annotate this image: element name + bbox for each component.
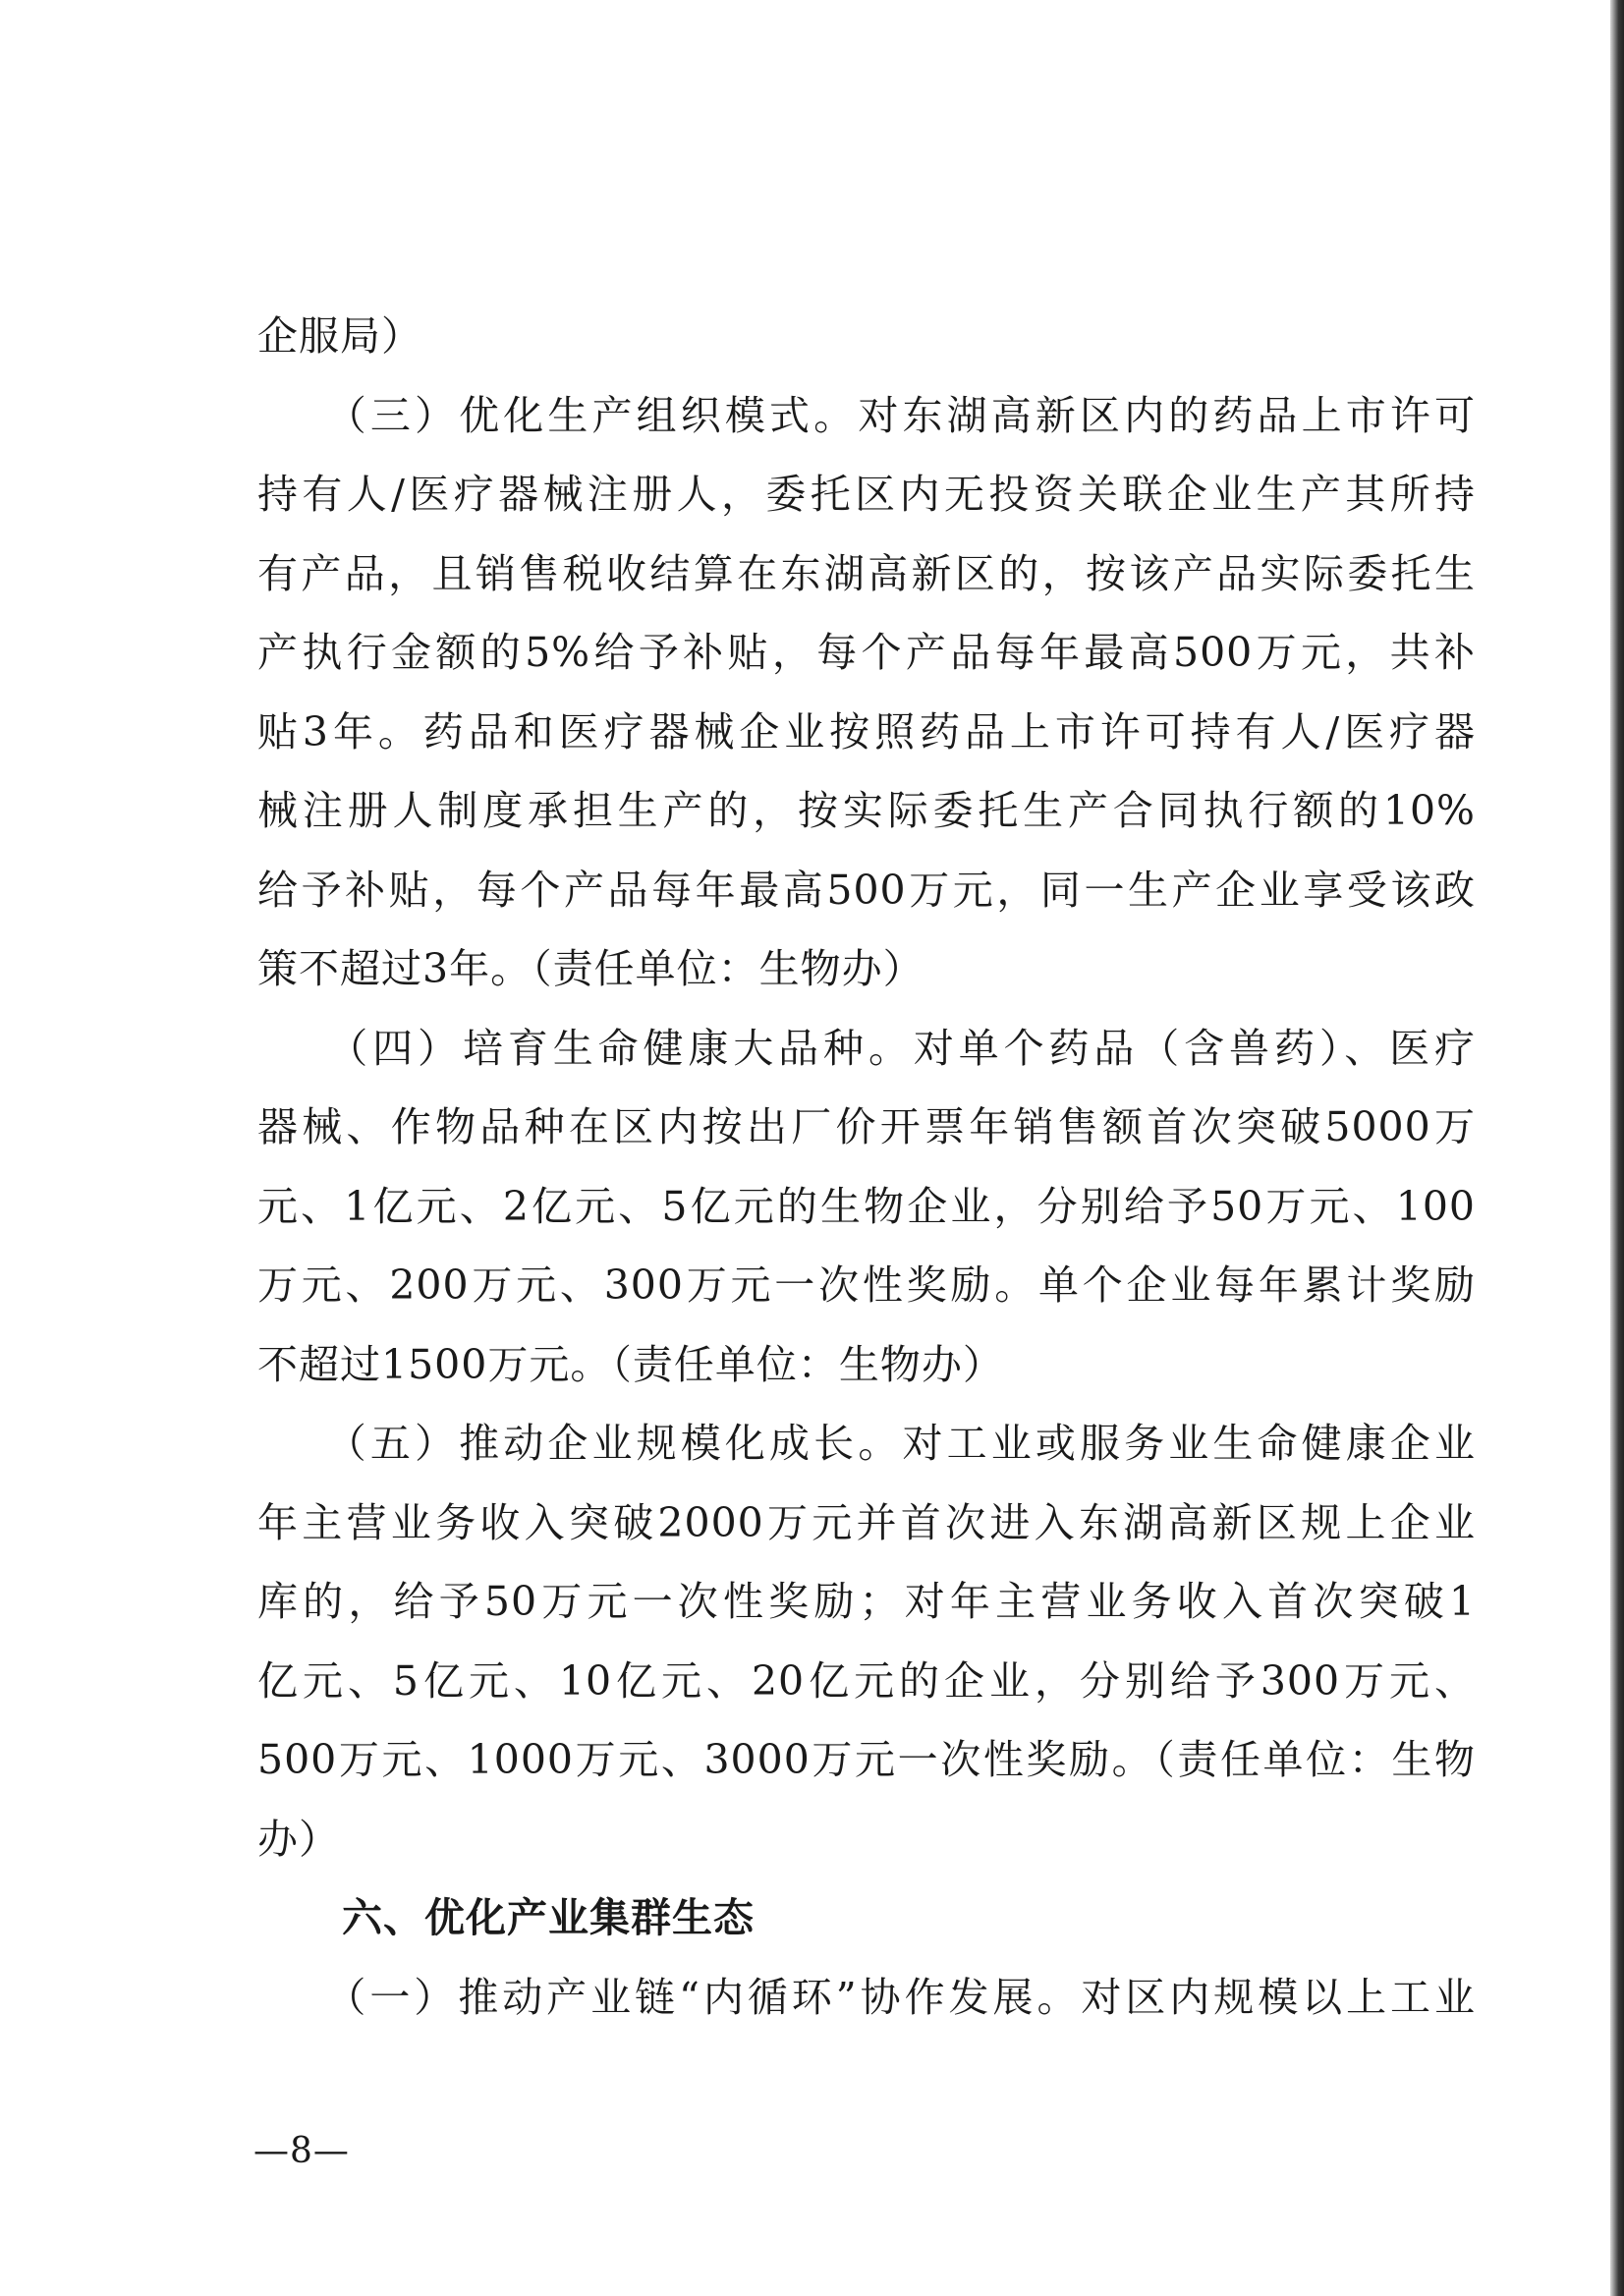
- section-heading: 六、优化产业集群生态: [342, 1894, 755, 1941]
- text-line: 办）: [257, 1815, 340, 1863]
- text-line: 库的，给予50万元一次性奖励；对年主营业务收入首次突破1: [257, 1578, 1476, 1625]
- text-line: 亿元、5亿元、10亿元、20亿元的企业，分别给予300万元、: [257, 1656, 1476, 1705]
- text-line: 万元、200万元、300万元一次性奖励。单个企业每年累计奖励: [257, 1261, 1476, 1309]
- text-line: 策不超过3年。（责任单位：生物办）: [257, 945, 924, 992]
- text-line: 给予补贴，每个产品每年最高500万元，同一生产企业享受该政: [257, 866, 1476, 914]
- text-line: 械注册人制度承担生产的，按实际委托生产合同执行额的10%: [257, 787, 1476, 834]
- text-line: （三）优化生产组织模式。对东湖高新区内的药品上市许可: [257, 391, 1476, 439]
- text-line: 年主营业务收入突破2000万元并首次进入东湖高新区规上企业: [257, 1498, 1476, 1546]
- text-line: 企服局）: [257, 312, 422, 360]
- text-line: 不超过1500万元。（责任单位：生物办）: [257, 1340, 1004, 1388]
- text-line: （四）培育生命健康大品种。对单个药品（含兽药）、医疗: [257, 1024, 1476, 1072]
- text-line: 器械、作物品种在区内按出厂价开票年销售额首次突破5000万: [257, 1103, 1476, 1150]
- document-body: [257, 297, 1476, 2037]
- page-number: —8—: [253, 2131, 350, 2171]
- text-line: 元、1亿元、2亿元、5亿元的生物企业，分别给予50万元、100: [257, 1182, 1476, 1230]
- page-edge-shadow: [1610, 0, 1624, 2296]
- text-line: 持有人/医疗器械注册人，委托区内无投资关联企业生产其所持: [257, 471, 1476, 518]
- text-line: 贴3年。药品和医疗器械企业按照药品上市许可持有人/医疗器: [257, 707, 1476, 756]
- text-line: 500万元、1000万元、3000万元一次性奖励。（责任单位：生物: [257, 1736, 1476, 1783]
- text-line: 产执行金额的5%给予补贴，每个产品每年最高500万元，共补: [257, 629, 1476, 676]
- text-line: （一）推动产业链“内循环”协作发展。对区内规模以上工业: [257, 1973, 1476, 2021]
- text-line: （五）推动企业规模化成长。对工业或服务业生命健康企业: [257, 1420, 1476, 1467]
- text-line: 有产品，且销售税收结算在东湖高新区的，按该产品实际委托生: [257, 549, 1476, 597]
